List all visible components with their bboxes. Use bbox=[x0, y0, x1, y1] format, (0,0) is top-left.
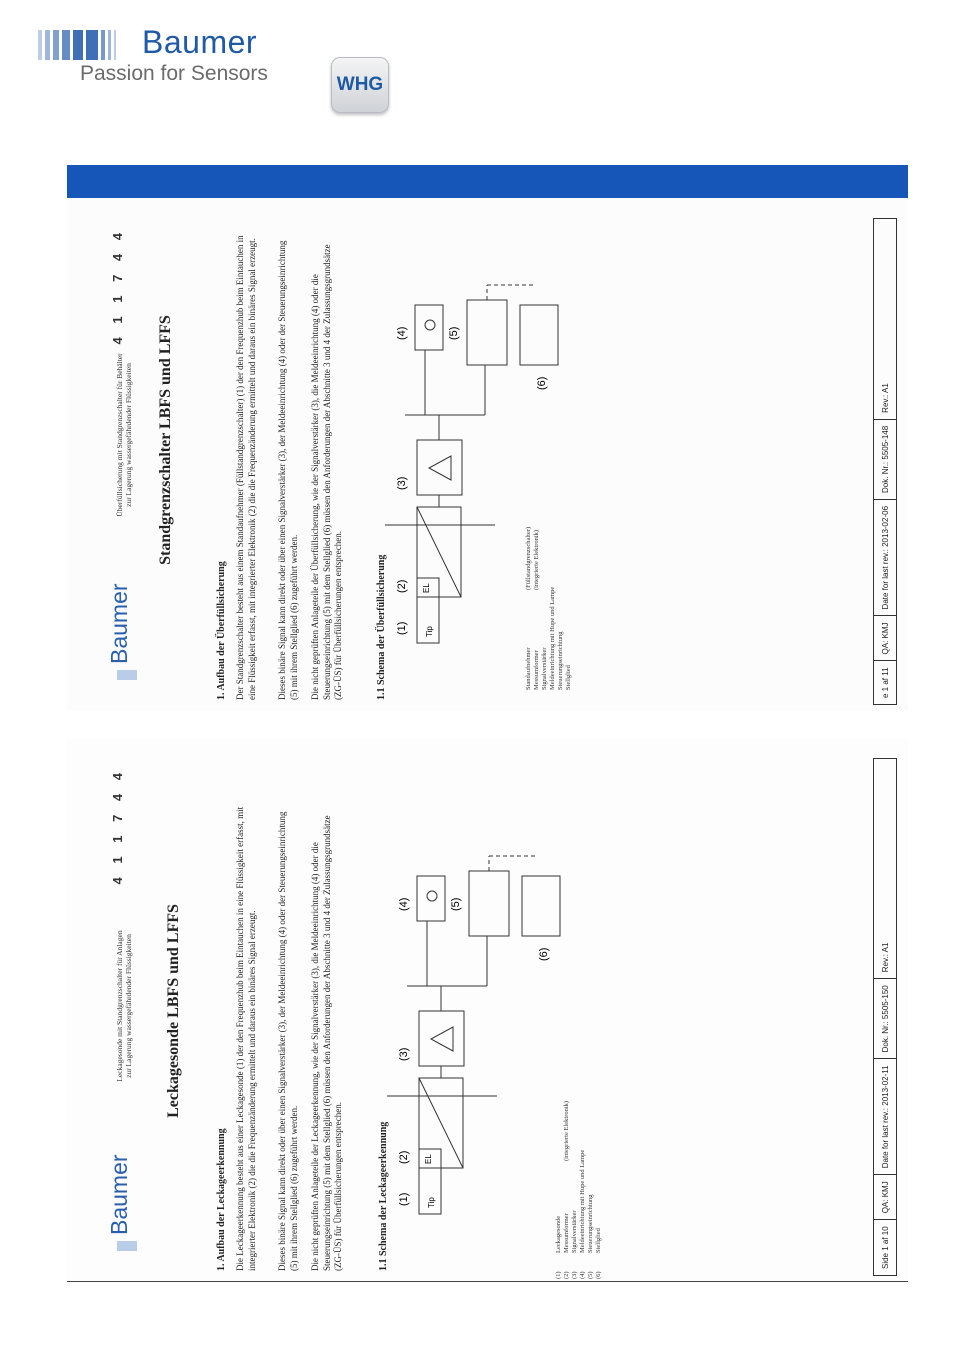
legend-note: (integrierte Elektronik) bbox=[563, 1100, 570, 1161]
whg-badge: WHG bbox=[331, 57, 389, 113]
diagram-label: (1) bbox=[398, 1192, 410, 1206]
logo-bars-icon bbox=[38, 30, 130, 60]
legend-item: Leckagesonde bbox=[555, 1215, 562, 1253]
amplifier-triangle bbox=[431, 1027, 453, 1051]
scan-page-overfill bbox=[67, 198, 908, 710]
legend-number: (6) bbox=[595, 1271, 602, 1279]
diagram-label: Tip bbox=[427, 1197, 436, 1208]
scan-page-leakage bbox=[67, 738, 908, 1281]
alarm-box bbox=[417, 876, 445, 921]
diagram-label: (5) bbox=[450, 897, 462, 911]
paragraph-2: Dieses binäre Signal kann direkt oder über einen Signalverstärker (3), der Meldeeinrichtung (4) oder der Steuerungseinrichtung (5) mit ihrem Stellglied (6) zugeführt werden. bbox=[277, 811, 299, 1271]
diagram-label: Tip bbox=[425, 626, 434, 637]
page-footer bbox=[873, 218, 897, 705]
footer-doc-number: Dok. Nr.: 5505-150 bbox=[874, 978, 896, 1058]
diagram-label: (5) bbox=[448, 326, 460, 340]
control-box bbox=[467, 300, 507, 365]
legend-number: (5) bbox=[587, 1271, 594, 1279]
page-subtitle: Leckagesonde mit Standgrenzschalter für Anlagen zur Lagerung wassergefährdender Flüssigkeiten bbox=[115, 930, 133, 1082]
paragraph-2: Dieses binäre Signal kann direkt oder über einen Signalverstärker (3), der Meldeeinrichtung (4) oder der Steuerungseinrichtung (5) mit ihrem Stellglied (6) zugeführt werden. bbox=[277, 240, 299, 700]
lamp-icon bbox=[425, 320, 435, 330]
page-logo: Baumer bbox=[113, 1189, 139, 1251]
legend-number: (4) bbox=[579, 1271, 586, 1279]
diagram-label: EL bbox=[424, 1154, 433, 1164]
diagram-label: (2) bbox=[396, 579, 408, 593]
brand-tagline: Passion for Sensors bbox=[80, 62, 268, 85]
schema-heading: 1.1 Schema der Überfüllsicherung bbox=[376, 554, 387, 700]
legend-note: (Füllstandgrenzschalter) bbox=[525, 526, 532, 590]
paragraph-3: Die nicht geprüften Anlageteile der Überfüllsicherung, wie der Signalverstärker (3), die Meldeeinrichtung (4) oder die Steuerungseinrichtung (5) mit dem Stellglied (6) müssen den Anforderungen der Abschnitte 3 und 4 der Zulassungsgrundsätze (ZG-ÜS) für Überfüllsicherungen entsprechen. bbox=[310, 244, 343, 700]
diagram-label: (6) bbox=[538, 947, 550, 961]
diagram-label: (2) bbox=[398, 1150, 410, 1164]
footer-qa: QA: KMJ bbox=[874, 615, 896, 660]
diagram-label: EL bbox=[422, 583, 431, 593]
footer-revision: Rev.: A1 bbox=[880, 383, 890, 413]
legend-item: Steuerungseinrichtung bbox=[587, 1194, 594, 1253]
diagram-label: (3) bbox=[396, 476, 408, 490]
paragraph-1: Die Leckageerkennung besteht aus einer Leckagesonde (1) der den Frequenzhub beim Eintauchen in eine Flüssigkeit erfasst, mit integrierter Elektronik (2) die die Frequenzänderung ermittelt und daraus ein binäres Signal erzeugt. bbox=[235, 806, 257, 1271]
legend-numbers bbox=[555, 1271, 603, 1279]
section-heading: 1. Aufbau der Leckageerkennung bbox=[216, 1128, 227, 1271]
paragraph-1: Der Standgrenzschalter besteht aus einem Standaufnehmer (Füllstandgrenzschalter) (1) der den Frequenzhub beim Eintauchen in eine Flüssigkeit erfasst, mit integrierter Elektronik (2) die die Frequenzänderung ermittelt und daraus ein binäres Signal erzeugt. bbox=[235, 235, 257, 700]
legend-item: Signalverstärker bbox=[541, 647, 548, 690]
amplifier-box bbox=[417, 440, 462, 495]
page-number-code: 4 1 1 7 4 4 bbox=[110, 768, 125, 885]
footer-page: e 1 af 11 bbox=[874, 660, 896, 704]
lamp-icon bbox=[427, 891, 437, 901]
blue-header-band bbox=[67, 165, 908, 198]
control-box bbox=[469, 871, 509, 936]
footer-revision: Rev.: A1 bbox=[880, 942, 890, 973]
legend-item: Messumformer bbox=[533, 650, 540, 690]
page-subtitle: Überfüllsicherung mit Standgrenzschalter für Behälter zur Lagerung wassergefährdender Flüssigkeiten bbox=[115, 353, 133, 517]
legend-number: (1) bbox=[555, 1271, 562, 1279]
schema-diagram bbox=[387, 816, 567, 1236]
scan-bottom-line bbox=[67, 1281, 908, 1282]
footer-qa: QA: KMJ bbox=[874, 1174, 896, 1219]
legend-notes bbox=[563, 1101, 571, 1161]
amplifier-triangle bbox=[429, 456, 451, 480]
diagram-label: (6) bbox=[536, 376, 548, 390]
footer-doc-number: Dok. Nr.: 5505-148 bbox=[874, 419, 896, 499]
page-number-code: 4 1 1 7 4 4 bbox=[110, 228, 125, 345]
page-title: Leckagesonde LBFS und LFFS bbox=[165, 904, 182, 1118]
legend-item: Meldeeinrichtung mit Hupe und Lampe bbox=[579, 1149, 586, 1253]
amplifier-box bbox=[419, 1011, 464, 1066]
schema-heading: 1.1 Schema der Leckageerkennung bbox=[378, 1121, 389, 1271]
legend-notes bbox=[525, 527, 541, 590]
alarm-box bbox=[415, 305, 443, 350]
legend-item: Stellglied bbox=[565, 665, 572, 690]
diagram-label: (4) bbox=[398, 897, 410, 911]
diagram-label: (4) bbox=[396, 326, 408, 340]
footer-page: Side 1 af 10 bbox=[874, 1219, 896, 1275]
legend-number: (3) bbox=[571, 1271, 578, 1279]
legend-number: (2) bbox=[563, 1271, 570, 1279]
paragraph-3: Die nicht geprüften Anlageteile der Leckageerkennung, wie der Signalverstärker (3), die Meldeeinrichtung (4) oder die Steuerungseinrichtung (5) mit dem Stellglied (6) müssen den Anforderungen der Abschnitte 3 und 4 der Zulassungsgrundsätze (ZG-ÜS) für Überfüllsicherungen entsprechen. bbox=[310, 815, 343, 1271]
legend bbox=[555, 1150, 603, 1253]
baumer-logo bbox=[38, 24, 278, 88]
legend-item: Standaufnehmer bbox=[525, 647, 532, 690]
section-heading: 1. Aufbau der Überfüllsicherung bbox=[216, 561, 227, 700]
legend-item: Signalverstärker bbox=[571, 1210, 578, 1253]
actuator-box bbox=[520, 305, 558, 365]
page-footer bbox=[873, 758, 897, 1276]
footer-date: Date for last rev.: 2013-02-06 bbox=[874, 499, 896, 615]
legend-item: Stellglied bbox=[595, 1228, 602, 1253]
page-logo: Baumer bbox=[113, 618, 139, 680]
legend-item: Steuerungseinrichtung bbox=[557, 631, 564, 690]
legend-item: Messumformer bbox=[563, 1213, 570, 1253]
brand-name: Baumer bbox=[142, 24, 258, 60]
diagram-label: (1) bbox=[396, 621, 408, 635]
actuator-box bbox=[522, 876, 560, 936]
diagram-label: (3) bbox=[398, 1047, 410, 1061]
footer-date: Date for last rev.: 2013-02-11 bbox=[874, 1058, 896, 1174]
page-title: Standgrenzschalter LBFS und LFFS bbox=[157, 315, 174, 565]
legend bbox=[525, 587, 573, 690]
legend-item: Meldeeinrichtung mit Hupe und Lampe bbox=[549, 586, 556, 690]
legend-note: (integrierte Elektronik) bbox=[533, 529, 540, 590]
